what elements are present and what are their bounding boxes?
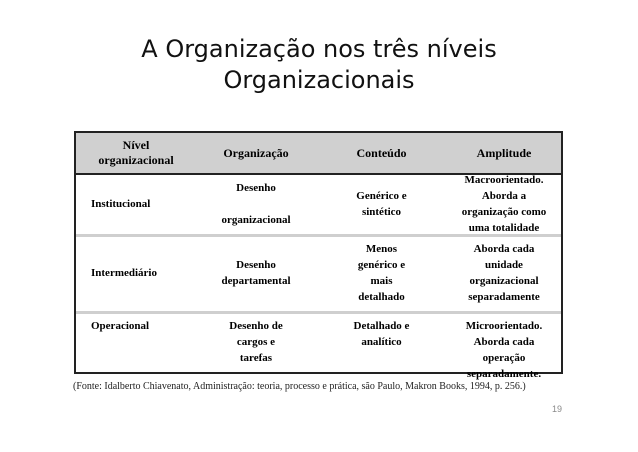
cell-organization: Desenho de cargos e tarefas — [229, 320, 283, 364]
cell-amplitude: Macroorientado. Aborda a organização como uma totalidade — [461, 173, 547, 234]
cell-organization: Desenho departamental — [221, 259, 291, 287]
cell-organization: Desenho organizacional — [221, 181, 291, 226]
cell-level: Intermediário — [91, 267, 157, 279]
source-caption: (Fonte: Idalberto Chiavenato, Administração: teoria, processo e prática, são Paulo, Makron Books, 1994, p. 256.) — [73, 381, 526, 392]
slide-title-line-1: A Organização nos três níveis — [141, 35, 497, 63]
page-number: 19 — [551, 404, 562, 414]
table-header-row — [76, 133, 561, 175]
header-amplitude: Amplitude — [476, 145, 532, 160]
table-row — [76, 234, 561, 312]
cell-level: Operacional — [91, 320, 150, 332]
cell-content: Detalhado e analítico — [353, 320, 410, 348]
table-row — [76, 312, 561, 380]
slide-title-line-2: Organizacionais — [223, 66, 415, 94]
cell-amplitude: Aborda cada unidade organizacional separadamente — [468, 243, 540, 303]
header-nivel-organizacional: Nível organizacional — [98, 138, 174, 167]
header-conteudo: Conteúdo — [356, 145, 407, 160]
cell-level: Institucional — [91, 197, 151, 210]
cell-amplitude: Microorientado. Aborda cada operação separadamente. — [465, 320, 543, 380]
cell-content: Genérico e sintético — [356, 189, 407, 218]
slide-title — [0, 34, 638, 96]
header-organizacao: Organização — [223, 145, 289, 160]
organization-levels-table — [74, 131, 563, 380]
table-row — [76, 173, 561, 234]
cell-content: Menos genérico e mais detalhado — [357, 243, 406, 303]
